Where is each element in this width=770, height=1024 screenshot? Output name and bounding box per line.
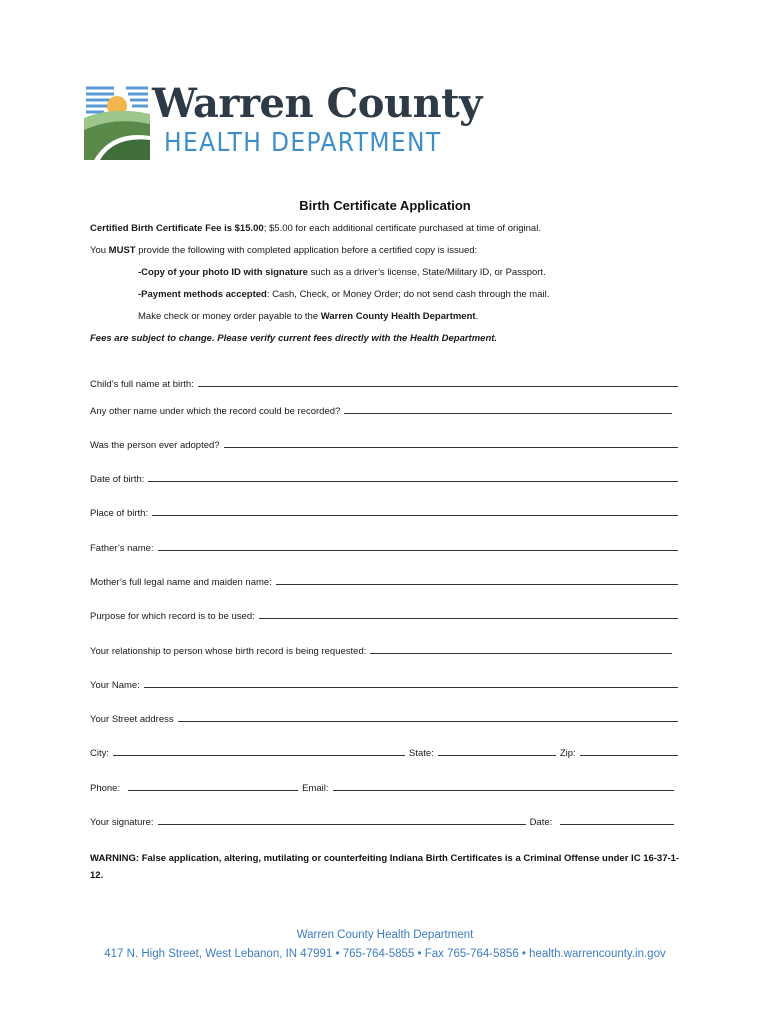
relationship-field[interactable] [90,644,672,657]
purpose-field[interactable] [90,609,678,622]
father-input-line[interactable] [158,541,678,551]
phone-input-line[interactable] [128,781,298,791]
purpose-input-line[interactable] [259,609,678,619]
mother-input-line[interactable] [276,575,678,585]
payable-end: . [475,311,479,322]
father-field[interactable] [90,541,678,554]
mother-label: Mother’s full legal name and maiden name: [90,577,272,588]
pob-label: Place of birth: [90,508,149,519]
your-name-label: Your Name: [90,680,140,691]
other-name-field[interactable] [90,404,672,417]
other-name-label: Any other name under which the record could be recorded? [90,406,341,417]
must-line [90,245,477,256]
logo-sun-field-icon [84,84,150,160]
dob-field[interactable] [90,472,678,485]
fee-rest: ; $5.00 for each additional certificate purchased at time of original. [263,223,541,234]
dob-input-line[interactable] [148,472,678,482]
email-input-line[interactable] [333,781,674,791]
logo-title: Warren County [152,80,482,127]
dob-label: Date of birth: [90,474,145,485]
email-label: Email: [302,783,329,794]
payable-line [138,311,478,322]
zip-input-line[interactable] [580,746,678,756]
adopted-field[interactable] [90,438,678,451]
pob-field[interactable] [90,506,678,519]
signature-date-field[interactable] [90,815,674,828]
child-name-input-line[interactable] [198,377,678,387]
requirement-photo-id [138,267,546,278]
child-name-field[interactable] [90,377,678,390]
date-input-line[interactable] [560,815,674,825]
state-label: State: [409,748,434,759]
must-rest: provide the following with completed application before a certified copy is issued: [135,245,478,256]
footer-contact: 417 N. High Street, West Lebanon, IN 47991 • 765-764-5855 • Fax 765-764-5856 • health.warrencounty.in.gov [104,948,666,960]
req2-bold: -Payment methods accepted [138,289,267,300]
street-input-line[interactable] [178,712,678,722]
city-label: City: [90,748,109,759]
warning-text: WARNING: False application, altering, mutilating or counterfeiting Indiana Birth Certificates is a Criminal Offense under IC 16-37-1-12. [90,853,680,881]
fee-line [90,223,541,234]
phone-email-field[interactable] [90,781,674,794]
state-input-line[interactable] [438,746,556,756]
must-pre: You [90,245,109,256]
date-label: Date: [529,817,553,828]
req1-bold: -Copy of your photo ID with signature [138,267,308,278]
req2-rest: : Cash, Check, or Money Order; do not send cash through the mail. [266,289,550,300]
child-name-label: Child’s full name at birth: [90,379,194,390]
phone-label: Phone: [90,783,121,794]
adopted-label: Was the person ever adopted? [90,440,220,451]
your-name-input-line[interactable] [144,678,678,688]
logo-subtitle: HEALTH DEPARTMENT [164,128,442,158]
father-label: Father’s name: [90,543,154,554]
payable-pre: Make check or money order payable to the [138,311,321,322]
relationship-label: Your relationship to person whose birth record is being requested: [90,646,367,657]
req1-rest: such as a driver’s license, State/Military ID, or Passport. [307,267,546,278]
footer-org: Warren County Health Department [296,929,474,941]
street-field[interactable] [90,712,678,725]
requirement-payment [138,289,549,300]
mother-field[interactable] [90,575,678,588]
street-label: Your Street address [90,714,174,725]
fees-note: Fees are subject to change. Please verify current fees directly with the Health Department. [90,333,498,344]
purpose-label: Purpose for which record is to be used: [90,611,255,622]
page-title: Birth Certificate Application [299,198,471,213]
must-bold: MUST [108,245,136,256]
pob-input-line[interactable] [152,506,678,516]
fee-bold: Certified Birth Certificate Fee is $15.00 [90,223,264,234]
city-state-zip-field[interactable] [90,746,678,759]
adopted-input-line[interactable] [224,438,678,448]
your-name-field[interactable] [90,678,678,691]
zip-label: Zip: [559,748,576,759]
logo [84,80,482,164]
other-name-input-line[interactable] [344,404,672,414]
city-input-line[interactable] [113,746,405,756]
signature-input-line[interactable] [158,815,526,825]
payable-bold: Warren County Health Department [320,311,476,322]
relationship-input-line[interactable] [370,644,672,654]
signature-label: Your signature: [90,817,154,828]
